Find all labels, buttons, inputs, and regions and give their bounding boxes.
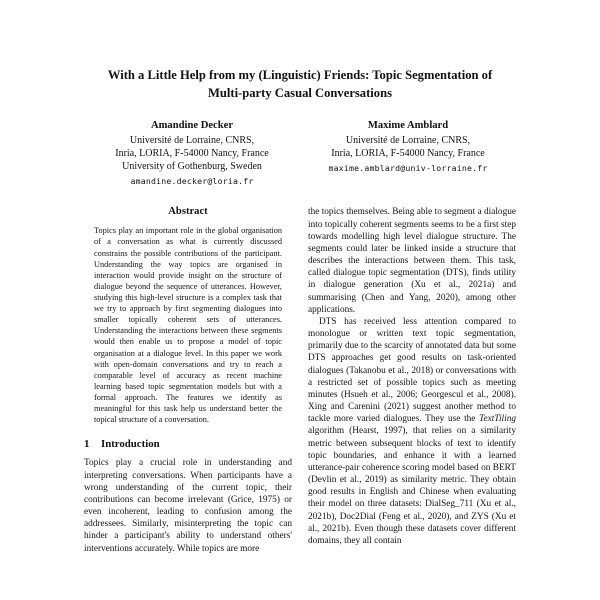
abstract-text: Topics play an important role in the global organisation of a conversation as what is currently discussed constrains the possible contributions of the participant. Understanding the way topics are organised in interaction would provide insight on the structure of dialogue beyond the sequence of utterances. However, studying this high-level structure is a complex task that we try to approach by first segmenting dialogues into smaller topically coherent sets of utterances. Understanding the interactions between these segments would then enable us to propose a model of topic organisation at a dialogue level. In this paper we work with open-domain conversations and try to reach a comparable level of accuracy as recent machine learning based topic segmentation models but with a formal approach. The features we identify as meaningful for this task help us understand better the topical structure of a conversation. bbox=[94, 226, 282, 425]
right-column bbox=[308, 206, 516, 554]
paragraph-text-after-italic: algorithm (Hearst, 1997), that relies on a similarity metric between subsequent blocks of text to identify topic boundaries, and enhance it with a learned utterance-pair coherence scoring model based on BERT (Devlin et al., 2019) as similarity metric. They obtain good results in English and Chinese when evaluating their model on three datasets: DialSeg_711 (Xu et al., 2021b), Doc2Dial (Feng et al., 2020), and ZYS (Xu et al., 2021b). Even though these datasets cover different domains, they all contain bbox=[308, 426, 516, 546]
section-number: 1 bbox=[84, 438, 90, 451]
left-column bbox=[84, 206, 292, 554]
paragraph-text-before-italic: DTS has received less attention compared to monologue or written text topic segmentation, primarily due to the scarcity of annotated data but some DTS approaches get good results on task-oriented dialogues (Takanobu et al., 2018) or conversations with a restricted set of possible topics such as meeting minutes (Hsueh et al., 2006; Georgescul et al., 2008). Xing and Carenini (2021) suggest another method to tackle more varied dialogues. They use the bbox=[308, 316, 516, 425]
author-2 bbox=[300, 119, 516, 187]
author-1-affiliation-line: University of Gothenburg, Sweden bbox=[122, 161, 262, 173]
author-2-affiliation-line: Université de Lorraine, CNRS, bbox=[345, 134, 471, 146]
section-heading-introduction bbox=[84, 438, 292, 450]
author-2-email: maxime.amblard@univ-lorraine.fr bbox=[328, 163, 488, 174]
author-1 bbox=[84, 119, 300, 187]
author-block bbox=[84, 119, 516, 187]
author-1-name: Amandine Decker bbox=[150, 119, 234, 131]
introduction-paragraph: Topics play a crucial role in understanding and interpreting conversations. When participants have a wrong understanding of the current topic, their contributions can become irrelevant (Grice, 1975) or even incoherent, leading to confusion among the addressees. Similarly, misinterpreting the topic can hinder a participant's ability to understand others' interventions accurately. While topics are more bbox=[84, 458, 292, 554]
author-1-affiliation-line: Inria, LORIA, F-54000 Nancy, France bbox=[115, 147, 269, 159]
author-1-affiliation-line: Université de Lorraine, CNRS, bbox=[129, 134, 255, 146]
paper-title: With a Little Help from my (Linguistic) Friends: Topic Segmentation of Multi-party Casual Conversations bbox=[107, 68, 493, 101]
author-2-name: Maxime Amblard bbox=[367, 119, 449, 131]
section-title: Introduction bbox=[101, 438, 160, 451]
two-column-body bbox=[84, 206, 516, 554]
author-2-affiliation-line: Inria, LORIA, F-54000 Nancy, France bbox=[331, 147, 485, 159]
body-paragraph-continued: the topics themselves. Being able to segment a dialogue into topically coherent segments seems to be a first step towards modelling high level dialogue structure. The segments could later be linked inside a structure that describes the interactions between them. This task, called dialogue topic segmentation (DTS), finds utility in dialogue generation (Xu et al., 2021a) and summarising (Chen and Yang, 2020), among other applications. bbox=[308, 207, 516, 315]
texttiling-italic-term: TextTiling bbox=[479, 414, 516, 425]
author-1-email: amandine.decker@loria.fr bbox=[130, 176, 254, 187]
body-paragraph-dts bbox=[308, 316, 516, 547]
abstract-heading: Abstract bbox=[168, 206, 208, 218]
